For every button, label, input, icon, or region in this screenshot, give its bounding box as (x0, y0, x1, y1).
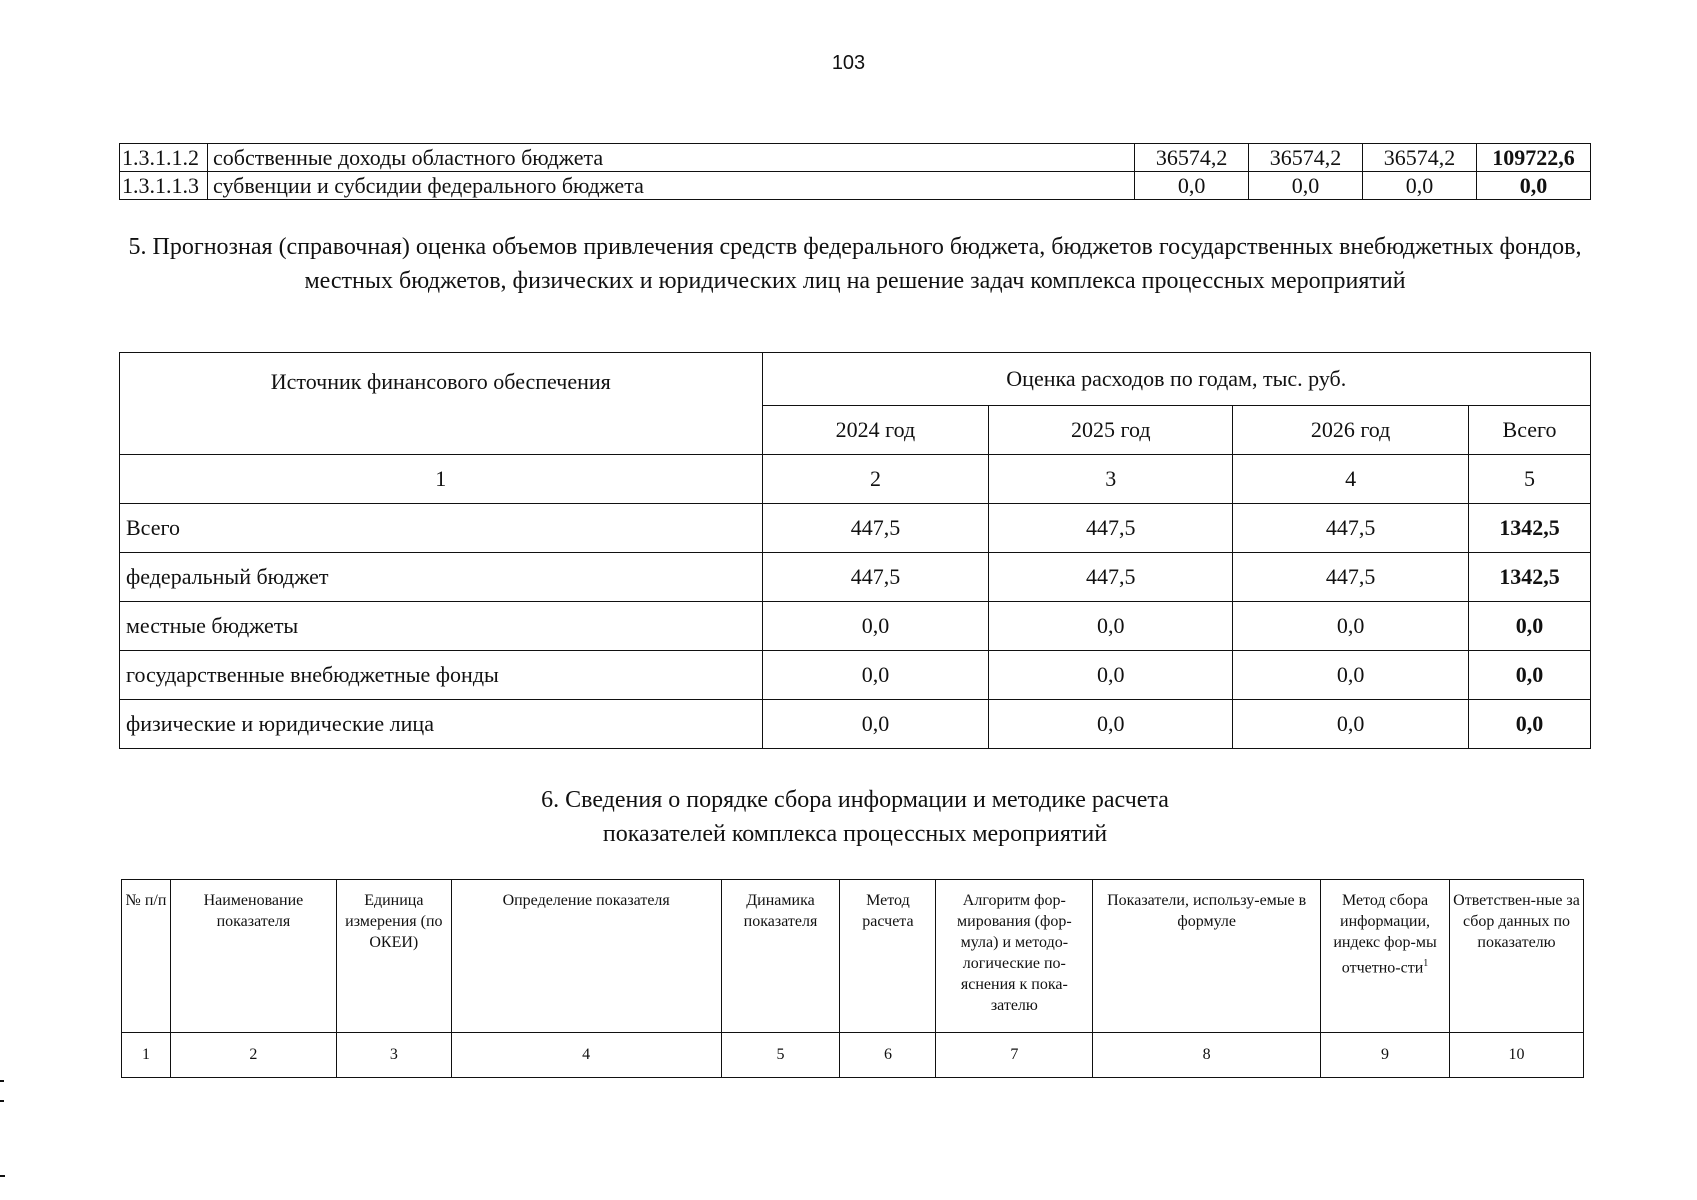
column-number-row (120, 455, 1591, 504)
column-number: 6 (840, 1033, 936, 1078)
margin-mark (0, 1080, 4, 1102)
column-number: 8 (1093, 1033, 1321, 1078)
row-label: государственные внебюджетные фонды (120, 651, 763, 700)
header-cell: Динамика показателя (721, 880, 840, 1033)
section6-title (119, 783, 1591, 851)
column-number: 4 (451, 1033, 721, 1078)
column-number: 4 (1233, 455, 1469, 504)
column-number: 2 (170, 1033, 336, 1078)
value-cell: 0,0 (1233, 602, 1469, 651)
header-cell: Единица измерения (по ОКЕИ) (336, 880, 451, 1033)
header-cell-text: Метод сбора информации, индекс фор-мы отчетно-сти (1333, 892, 1437, 977)
value-cell: 447,5 (1233, 504, 1469, 553)
footnote-mark: 1 (1423, 958, 1429, 969)
value-cell: 0,0 (989, 602, 1233, 651)
row-label: Всего (120, 504, 763, 553)
header-cell: Определение показателя (451, 880, 721, 1033)
header-cell (1321, 880, 1450, 1033)
header-estimate: Оценка расходов по годам, тыс. руб. (762, 353, 1590, 406)
value-cell: 447,5 (989, 504, 1233, 553)
value-cell: 447,5 (762, 553, 989, 602)
column-number: 5 (721, 1033, 840, 1078)
header-cell: Показатели, использу-емые в формуле (1093, 880, 1321, 1033)
row-label: физические и юридические лица (120, 700, 763, 749)
value-cell: 36574,2 (1249, 144, 1363, 172)
table-row (120, 651, 1591, 700)
row-code: 1.3.1.1.3 (120, 172, 208, 200)
indicator-methodology-table (121, 879, 1584, 1078)
value-cell: 0,0 (762, 602, 989, 651)
value-cell: 0,0 (989, 651, 1233, 700)
column-number: 2 (762, 455, 989, 504)
section6-title-line: 6. Сведения о порядке сбора информации и методике расчета (541, 787, 1169, 813)
value-cell: 447,5 (762, 504, 989, 553)
column-number-row (122, 1033, 1584, 1078)
row-name: собственные доходы областного бюджета (207, 144, 1134, 172)
header-year: 2025 год (989, 406, 1233, 455)
row-name: субвенции и субсидии федерального бюджета (207, 172, 1134, 200)
section5-title: 5. Прогнозная (справочная) оценка объемов привлечения средств федерального бюджета, бюджетов государственных внебюджетных фондов, местных бюджетов, физических и юридических лиц на решение задач комплекса процессных мероприятий (128, 234, 1582, 294)
header-year: 2026 год (1233, 406, 1469, 455)
header-cell: Наименование показателя (170, 880, 336, 1033)
value-cell: 447,5 (989, 553, 1233, 602)
value-cell: 0,0 (1363, 172, 1477, 200)
column-number: 5 (1469, 455, 1591, 504)
section6-title-line: показателей комплекса процессных мероприятий (602, 821, 1108, 847)
budget-continuation-table (119, 143, 1591, 200)
column-number: 10 (1450, 1033, 1584, 1078)
column-number: 9 (1321, 1033, 1450, 1078)
margin-mark (0, 1175, 5, 1177)
column-number: 7 (936, 1033, 1093, 1078)
table-row (120, 144, 1591, 172)
column-number: 3 (336, 1033, 451, 1078)
column-number: 1 (122, 1033, 171, 1078)
table-row (120, 172, 1591, 200)
table-row (120, 602, 1591, 651)
header-cell: Метод расчета (840, 880, 936, 1033)
column-number: 1 (120, 455, 763, 504)
value-cell: 0,0 (1249, 172, 1363, 200)
row-label: местные бюджеты (120, 602, 763, 651)
row-label: федеральный бюджет (120, 553, 763, 602)
table-row (120, 504, 1591, 553)
header-cell: Алгоритм фор-мирования (фор-мула) и методо-логические по-яснения к пока-зателю (936, 880, 1093, 1033)
table-row (120, 700, 1591, 749)
value-cell: 36574,2 (1363, 144, 1477, 172)
header-row (122, 880, 1584, 1033)
value-cell: 0,0 (989, 700, 1233, 749)
header-year: 2024 год (762, 406, 989, 455)
value-cell: 36574,2 (1135, 144, 1249, 172)
total-cell: 1342,5 (1469, 553, 1591, 602)
value-cell: 447,5 (1233, 553, 1469, 602)
table-row (120, 553, 1591, 602)
page-number: 103 (831, 52, 866, 74)
total-cell: 0,0 (1476, 172, 1590, 200)
value-cell: 0,0 (1135, 172, 1249, 200)
value-cell: 0,0 (1233, 700, 1469, 749)
row-code: 1.3.1.1.2 (120, 144, 208, 172)
total-cell: 1342,5 (1469, 504, 1591, 553)
funding-estimate-table (119, 352, 1591, 749)
total-cell: 0,0 (1469, 700, 1591, 749)
header-total: Всего (1469, 406, 1591, 455)
column-number: 3 (989, 455, 1233, 504)
total-cell: 0,0 (1469, 602, 1591, 651)
value-cell: 0,0 (762, 651, 989, 700)
header-cell: Ответствен-ные за сбор данных по показателю (1450, 880, 1584, 1033)
header-cell: № п/п (122, 880, 171, 1033)
total-cell: 0,0 (1469, 651, 1591, 700)
value-cell: 0,0 (1233, 651, 1469, 700)
header-source: Источник финансового обеспечения (120, 353, 763, 455)
value-cell: 0,0 (762, 700, 989, 749)
total-cell: 109722,6 (1476, 144, 1590, 172)
